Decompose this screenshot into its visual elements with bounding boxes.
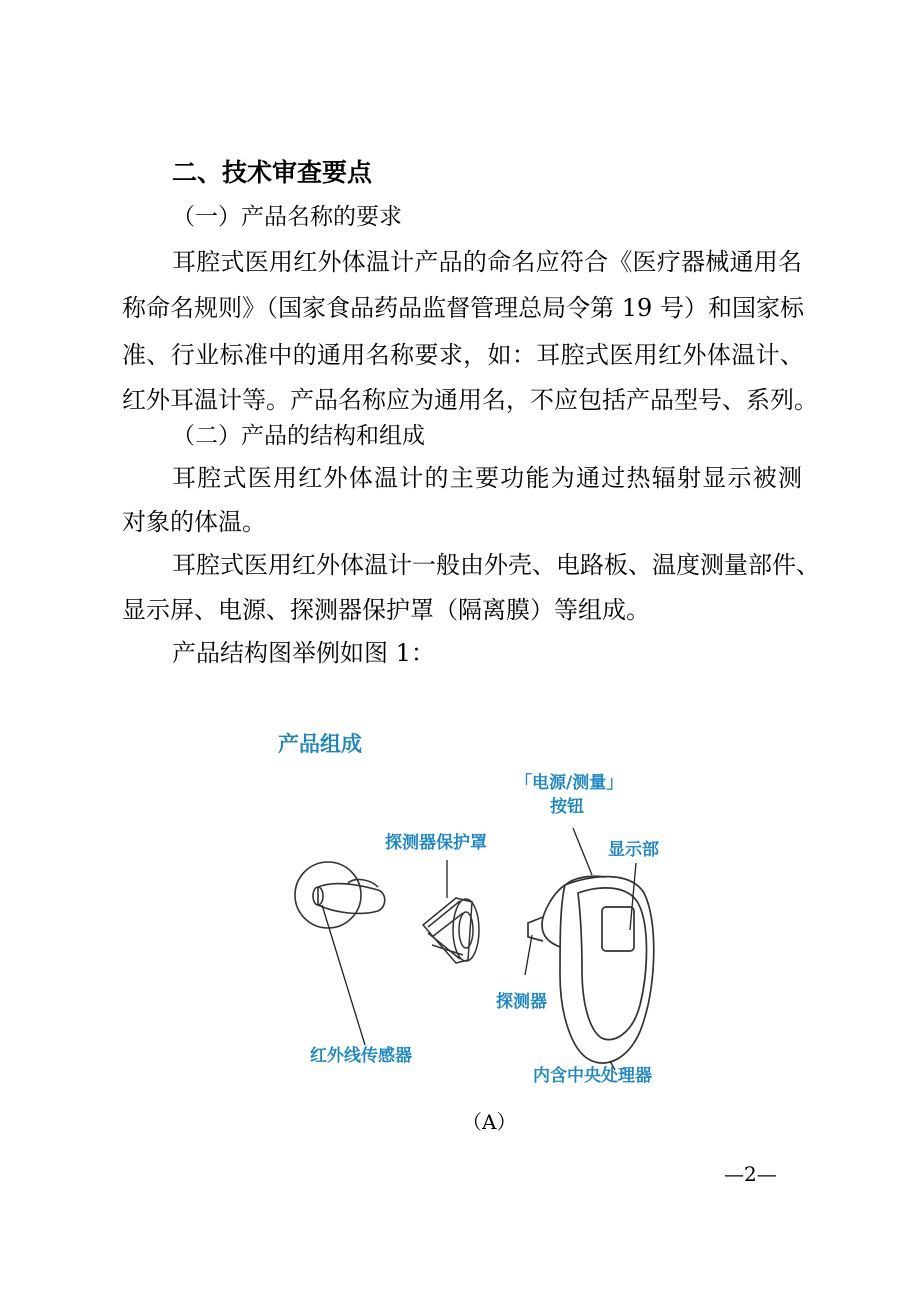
paragraph-line: 耳腔式医用红外体温计的主要功能为通过热辐射显示被测 — [172, 464, 802, 492]
label-cpu: 内含中央处理器 — [533, 1066, 652, 1086]
paragraph-line: 显示屏、电源、探测器保护罩（隔离膜）等组成。 — [122, 596, 650, 624]
power-button-leader — [573, 828, 592, 875]
product-structure-figure — [260, 715, 700, 1105]
display-leader — [630, 863, 636, 930]
ir-sensor-leader — [322, 905, 365, 1045]
label-ir-sensor: 红外线传感器 — [310, 1046, 412, 1066]
paragraph-line: 红外耳温计等。产品名称应为通用名，不应包括产品型号、系列。 — [122, 386, 818, 414]
figure-caption: （A） — [462, 1110, 517, 1134]
label-power-button: 「电源/测量」 — [515, 773, 624, 793]
paragraph-line: 称命名规则》（国家食品药品监督管理总局令第 19 号）和国家标 — [122, 294, 804, 322]
paragraph-line: 准、行业标准中的通用名称要求，如：耳腔式医用红外体温计、 — [122, 341, 804, 369]
page-number: —2— — [724, 1162, 777, 1186]
paragraph-line: 产品结构图举例如图 1： — [172, 639, 435, 667]
figure-title: 产品组成 — [278, 732, 362, 756]
section-heading: 二、技术审查要点 — [172, 158, 373, 187]
ir-sensor-drawing — [295, 862, 385, 928]
label-probe: 探测器 — [496, 992, 547, 1012]
paragraph-line: 对象的体温。 — [122, 508, 266, 536]
probe-leader — [525, 935, 532, 975]
paragraph-line: 耳腔式医用红外体温计产品的命名应符合《医疗器械通用名 — [172, 248, 802, 276]
label-probe-cover: 探测器保护罩 — [385, 833, 487, 853]
label-display: 显示部 — [608, 840, 659, 860]
thermometer-drawing — [528, 876, 654, 1063]
subsection-title-name: （一）产品名称的要求 — [172, 204, 402, 230]
paragraph-line: 耳腔式医用红外体温计一般由外壳、电路板、温度测量部件、 — [172, 551, 820, 579]
label-power-button-line2: 按钮 — [550, 797, 584, 817]
probe-cover-drawing — [423, 898, 479, 963]
subsection-title-structure: （二）产品的结构和组成 — [172, 423, 425, 449]
